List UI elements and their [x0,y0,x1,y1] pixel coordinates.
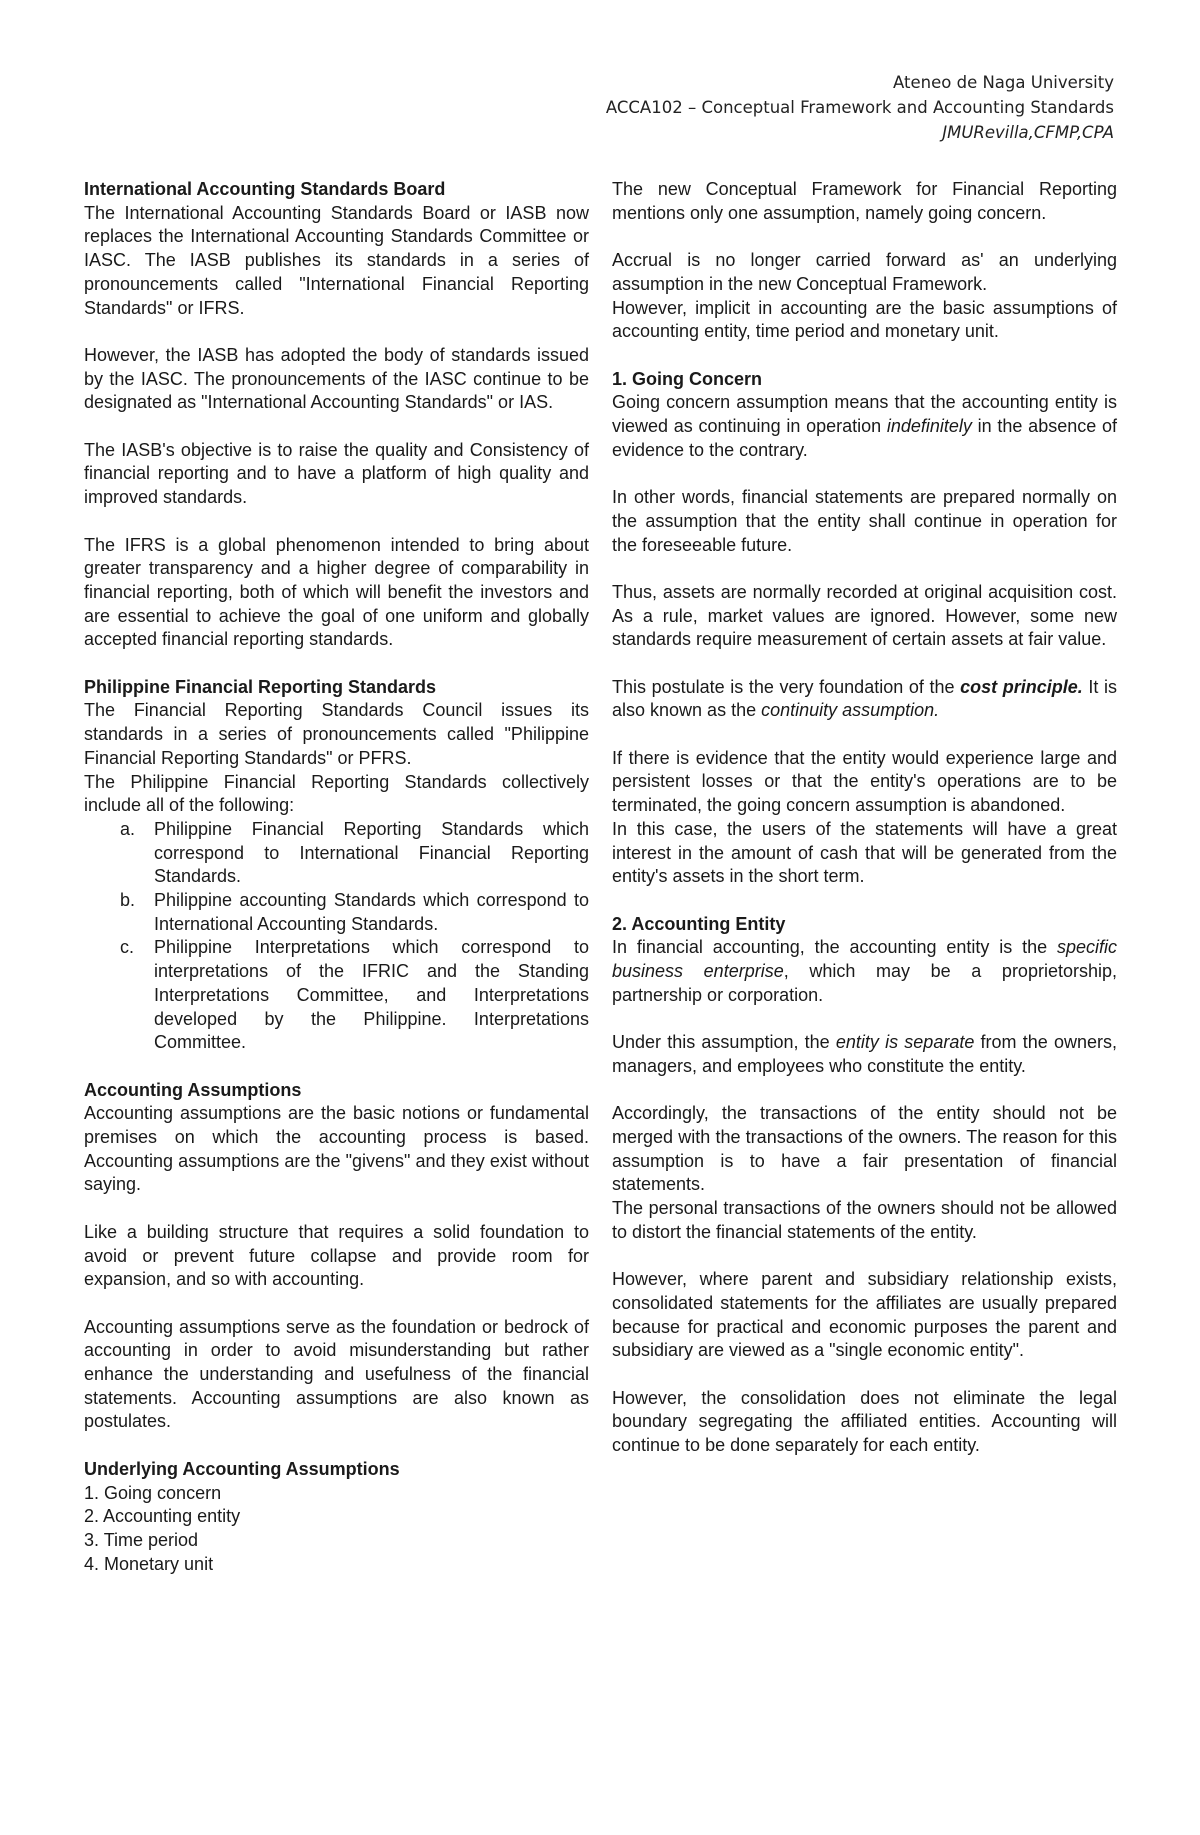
list-item: 2. Accounting entity [84,1506,241,1527]
going-concern-paragraph-3: Thus, assets are normally recorded at original acquisition cost. As a rule, market values are ignored. However, some new standards require measurement of certain assets at fair value. [612,581,1117,650]
going-concern-paragraph-5: If there is evidence that the entity would experience large and persistent losses or that the entity's operations are to be terminated, the going concern assumption is abandoned. [612,747,1117,816]
page-header [606,70,1114,145]
right-column [612,178,1117,1481]
list-item: 1. Going concern [84,1482,222,1503]
author-line: JMURevilla,CFMP,CPA [942,123,1114,142]
going-concern-paragraph-1: Going concern assumption means that the accounting entity is viewed as continuing in operation indefinitely in the absence of evidence to the contrary. [612,392,1117,460]
accounting-entity-heading: 2. Accounting Entity [612,913,786,934]
pfrs-heading: Philippine Financial Reporting Standards [84,676,437,697]
entity-paragraph-5: However, where parent and subsidiary relationship exists, consolidated statements for the affiliates are usually prepared because for practical and economic purposes the parent and subsidiary are viewed as a "single economic entity". [612,1269,1117,1361]
assumptions-paragraph-1: Accounting assumptions are the basic notions or fundamental premises on which the accounting process is based. Accounting assumptions are the "givens" and they exist without saying. [84,1103,589,1195]
assumptions-paragraph-3: Accounting assumptions serve as the foundation or bedrock of accounting in order to avoid misunderstanding but rather enhance the understanding and usefulness of the financial statements. Accounting assumptions are also known as postulates. [84,1316,589,1432]
iasb-heading: International Accounting Standards Board [84,179,446,199]
underlying-list [84,1482,589,1577]
university-name: Ateneo de Naga University [893,73,1114,92]
going-concern-heading: 1. Going Concern [612,368,763,389]
pfrs-list [84,818,589,1055]
underlying-heading: Underlying Accounting Assumptions [84,1458,400,1479]
iasb-paragraph-2: However, the IASB has adopted the body of standards issued by the IASC. The pronouncements of the IASC continue to be designated as "International Accounting Standards" or IAS. [84,344,589,413]
entity-paragraph-1: In financial accounting, the accounting entity is the specific business enterprise, which may be a proprietorship, partnership or corporation. [612,937,1117,1005]
going-concern-paragraph-6: In this case, the users of the statements will have a great interest in the amount of cash that will be generated from the entity's assets in the short term. [612,818,1117,887]
course-title: ACCA102 – Conceptual Framework and Accounting Standards [605,98,1114,117]
intro-paragraph-3: However, implicit in accounting are the basic assumptions of accounting entity, time period and monetary unit. [612,297,1117,342]
pfrs-paragraph-1: The Financial Reporting Standards Council issues its standards in a series of pronouncements called "Philippine Financial Reporting Standards" or PFRS. [84,700,589,768]
intro-paragraph-1: The new Conceptual Framework for Financial Reporting mentions only one assumption, namely going concern. [612,179,1117,223]
entity-paragraph-4: The personal transactions of the owners should not be allowed to distort the financial statements of the entity. [612,1198,1117,1242]
going-concern-paragraph-2: In other words, financial statements are prepared normally on the assumption that the entity shall continue in operation for the foreseeable future. [612,487,1117,555]
assumptions-paragraph-2: Like a building structure that requires a solid foundation to avoid or prevent future collapse and provide room for expansion, and so with accounting. [84,1221,589,1290]
entity-paragraph-3: Accordingly, the transactions of the entity should not be merged with the transactions of the owners. The reason for this assumption is to have a fair presentation of financial statements. [612,1103,1117,1195]
iasb-paragraph-4: The IFRS is a global phenomenon intended to bring about greater transparency and a higher degree of comparability in financial reporting, both of which will benefit the investors and are essential to achieve the goal of one uniform and globally accepted financial reporting standards. [84,534,589,650]
pfrs-paragraph-2: The Philippine Financial Reporting Standards collectively include all of the following: [84,771,589,816]
iasb-paragraph-3: The IASB's objective is to raise the quality and Consistency of financial reporting and to have a platform of high quality and improved standards. [84,439,589,508]
list-item: 4. Monetary unit [84,1553,214,1574]
entity-paragraph-6: However, the consolidation does not eliminate the legal boundary segregating the affiliated entities. Accounting will continue to be done separately for each entity. [612,1387,1117,1456]
assumptions-heading: Accounting Assumptions [84,1079,302,1100]
entity-paragraph-2: Under this assumption, the entity is separate from the owners, managers, and employees who constitute the entity. [612,1032,1117,1076]
iasb-paragraph-1: The International Accounting Standards Board or IASB now replaces the International Accounting Standards Committee or IASC. The IASB publishes its standards in a series of pronouncements called "International Financial Reporting Standards" or IFRS. [84,202,589,318]
list-item: a. Philippine Financial Reporting Standards which correspond to International Financial Reporting Standards. [120,818,589,887]
intro-paragraph-2: Accrual is no longer carried forward as' an underlying assumption in the new Conceptual Framework. [612,250,1117,294]
left-column [84,178,589,1600]
list-item: c. Philippine Interpretations which correspond to interpretations of the IFRIC and the Standing Interpretations Committee, and Interpretations developed by the Philippine. Interpretations Committee. [120,937,589,1053]
going-concern-paragraph-4: This postulate is the very foundation of the cost principle. It is also known as the continuity assumption. [612,676,1117,721]
list-item: b. Philippine accounting Standards which correspond to International Accounting Standards. [120,890,589,934]
list-item: 3. Time period [84,1529,199,1550]
